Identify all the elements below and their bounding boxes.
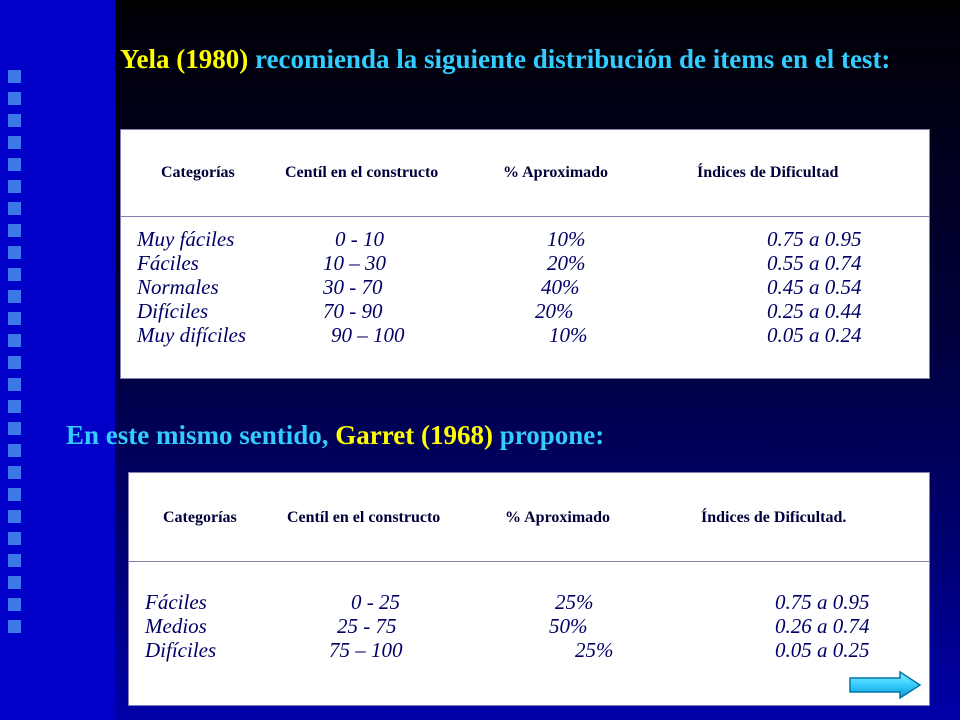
cell-indice: 0.55 a 0.74	[767, 251, 862, 275]
heading-yela-author: Yela (1980)	[120, 44, 249, 74]
cell-indice: 0.25 a 0.44	[767, 299, 862, 323]
cell-categoria: Difíciles	[137, 299, 209, 323]
cell-categoria: Difíciles	[145, 638, 217, 662]
cell-categoria: Medios	[145, 614, 207, 638]
cell-indice: 0.26 a 0.74	[775, 614, 870, 638]
table-garret	[128, 472, 930, 706]
top-band	[115, 0, 960, 45]
cell-porcentaje: 10%	[549, 323, 588, 347]
table-header	[121, 130, 929, 217]
heading-garret-post: propone:	[492, 420, 605, 450]
cell-centil: 0 - 25	[351, 590, 400, 614]
cell-porcentaje: 50%	[549, 614, 588, 638]
cell-porcentaje: 20%	[547, 251, 586, 275]
cell-centil: 0 - 10	[335, 227, 384, 251]
cell-categoria: Normales	[137, 275, 219, 299]
arrow-right-icon[interactable]	[848, 670, 922, 700]
table-row	[129, 614, 929, 638]
cell-centil: 90 – 100	[331, 323, 405, 347]
heading-yela	[120, 42, 950, 77]
header-centil: Centíl en el constructo	[285, 164, 439, 181]
cell-categoria: Muy fáciles	[137, 227, 235, 251]
sidebar	[0, 0, 115, 720]
cell-porcentaje: 25%	[575, 638, 614, 662]
cell-indice: 0.45 a 0.54	[767, 275, 862, 299]
table-row	[121, 299, 929, 323]
cell-categoria: Muy difíciles	[137, 323, 247, 347]
table-row	[121, 323, 929, 347]
cell-indice: 0.75 a 0.95	[775, 590, 870, 614]
cell-centil: 70 - 90	[323, 299, 383, 323]
sidebar-square-column	[8, 70, 24, 642]
cell-porcentaje: 10%	[547, 227, 586, 251]
table-row	[129, 638, 929, 662]
cell-indice: 0.75 a 0.95	[767, 227, 862, 251]
cell-centil: 75 – 100	[329, 638, 403, 662]
table-row	[121, 251, 929, 275]
table-row	[129, 590, 929, 614]
cell-porcentaje: 40%	[541, 275, 580, 299]
heading-yela-text: recomienda la siguiente distribución de items en el test:	[248, 44, 891, 74]
table-header	[129, 473, 929, 562]
header-categorias: Categorías	[161, 164, 235, 181]
heading-garret	[66, 418, 926, 453]
cell-porcentaje: 25%	[555, 590, 594, 614]
header-centil: Centíl en el constructo	[287, 509, 441, 526]
table-yela	[120, 129, 930, 379]
heading-garret-author: Garret (1968)	[335, 420, 493, 450]
header-indices: Índices de Dificultad.	[701, 509, 847, 526]
header-porcentaje: % Aproximado	[505, 509, 611, 526]
header-indices: Índices de Dificultad	[697, 164, 839, 181]
cell-centil: 10 – 30	[323, 251, 386, 275]
header-categorias: Categorías	[163, 509, 237, 526]
table-body	[121, 227, 929, 347]
table-row	[121, 227, 929, 251]
header-porcentaje: % Aproximado	[503, 164, 609, 181]
table-row	[121, 275, 929, 299]
heading-garret-pre: En este mismo sentido,	[66, 420, 336, 450]
cell-categoria: Fáciles	[137, 251, 199, 275]
cell-categoria: Fáciles	[145, 590, 207, 614]
cell-centil: 25 - 75	[337, 614, 397, 638]
table-body	[129, 590, 929, 662]
cell-centil: 30 - 70	[323, 275, 383, 299]
cell-indice: 0.05 a 0.24	[767, 323, 862, 347]
cell-porcentaje: 20%	[535, 299, 574, 323]
cell-indice: 0.05 a 0.25	[775, 638, 870, 662]
